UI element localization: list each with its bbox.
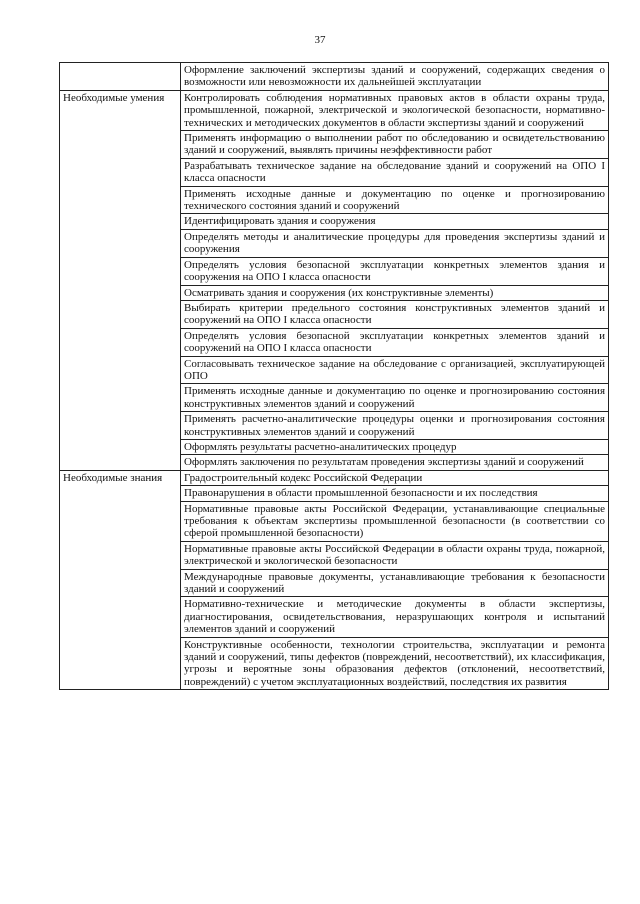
row-text-cell: Оформлять заключения по результатам проведения экспертизы зданий и сооружений <box>181 455 609 470</box>
table-row <box>60 63 609 91</box>
row-text-cell: Определять условия безопасной эксплуатации конкретных элементов зданий и сооружений на ОПО I класса опасности <box>181 328 609 356</box>
requirements-table <box>59 62 609 690</box>
row-text-cell: Определять условия безопасной эксплуатации конкретных элементов здания и сооружения на ОПО I класса опасности <box>181 257 609 285</box>
row-text-cell: Выбирать критерии предельного состояния конструктивных элементов зданий и сооружений на ОПО I класса опасности <box>181 300 609 328</box>
row-text-cell: Осматривать здания и сооружения (их конструктивные элементы) <box>181 285 609 300</box>
row-text-cell: Оформлять результаты расчетно-аналитических процедур <box>181 439 609 454</box>
row-text-cell: Разрабатывать техническое задание на обследование зданий и сооружений на ОПО I класса опасности <box>181 158 609 186</box>
row-text-cell: Градостроительный кодекс Российской Федерации <box>181 470 609 485</box>
row-text-cell: Нормативные правовые акты Российской Федерации, устанавливающие специальные требования к объектам экспертизы промышленной безопасности (в соответствии со сферой промышленной безопасности) <box>181 501 609 541</box>
row-text-cell: Применять расчетно-аналитические процедуры оценки и прогнозирования состояния конструктивных элементов зданий и сооружений <box>181 412 609 440</box>
row-category-cell <box>60 63 181 91</box>
row-text-cell: Международные правовые документы, устанавливающие требования к безопасности зданий и сооружений <box>181 569 609 597</box>
page-number: 37 <box>314 34 326 46</box>
row-text-cell: Нормативно-технические и методические документы в области экспертизы, диагностирования, освидетельствования, неразрушающих контроля и испытаний элементов зданий и сооружений <box>181 597 609 637</box>
table-row <box>60 470 609 485</box>
row-text-cell: Нормативные правовые акты Российской Федерации в области охраны труда, пожарной, электрической и экологической безопасности <box>181 541 609 569</box>
row-text-cell: Контролировать соблюдения нормативных правовых актов в области охраны труда, промышленной, пожарной, электрической и экологической безопасности, нормативно-технических и методических документов в области экспертизы зданий и сооружений <box>181 90 609 130</box>
row-text-cell: Согласовывать техническое задание на обследование с организацией, эксплуатирующей ОПО <box>181 356 609 384</box>
row-text-cell: Применять исходные данные и документацию по оценке и прогнозированию технического состояния зданий и сооружений <box>181 186 609 214</box>
row-text-cell: Применять исходные данные и документацию по оценке и прогнозированию состояния конструктивных элементов зданий и сооружений <box>181 384 609 412</box>
row-text-cell: Правонарушения в области промышленной безопасности и их последствия <box>181 486 609 501</box>
row-text-cell: Применять информацию о выполнении работ по обследованию и освидетельствованию зданий и сооружений, выявлять причины неэффективности работ <box>181 131 609 159</box>
row-text-cell: Конструктивные особенности, технологии строительства, эксплуатации и ремонта зданий и сооружений, типы дефектов (повреждений, несоответствий), их классификация, угрозы и вероятные зоны образования дефектов (отклонений, несоответствий, повреждений) с учетом эксплуатационных воздействий, последствия их развития <box>181 637 609 690</box>
table-row <box>60 90 609 130</box>
row-text-cell: Определять методы и аналитические процедуры для проведения экспертизы зданий и сооружения <box>181 229 609 257</box>
row-text-cell: Идентифицировать здания и сооружения <box>181 214 609 229</box>
row-text-cell: Оформление заключений экспертизы зданий и сооружений, содержащих сведения о возможности или невозможности их дальнейшей эксплуатации <box>181 63 609 91</box>
category-knowledge: Необходимые знания <box>60 470 181 690</box>
category-skills: Необходимые умения <box>60 90 181 470</box>
